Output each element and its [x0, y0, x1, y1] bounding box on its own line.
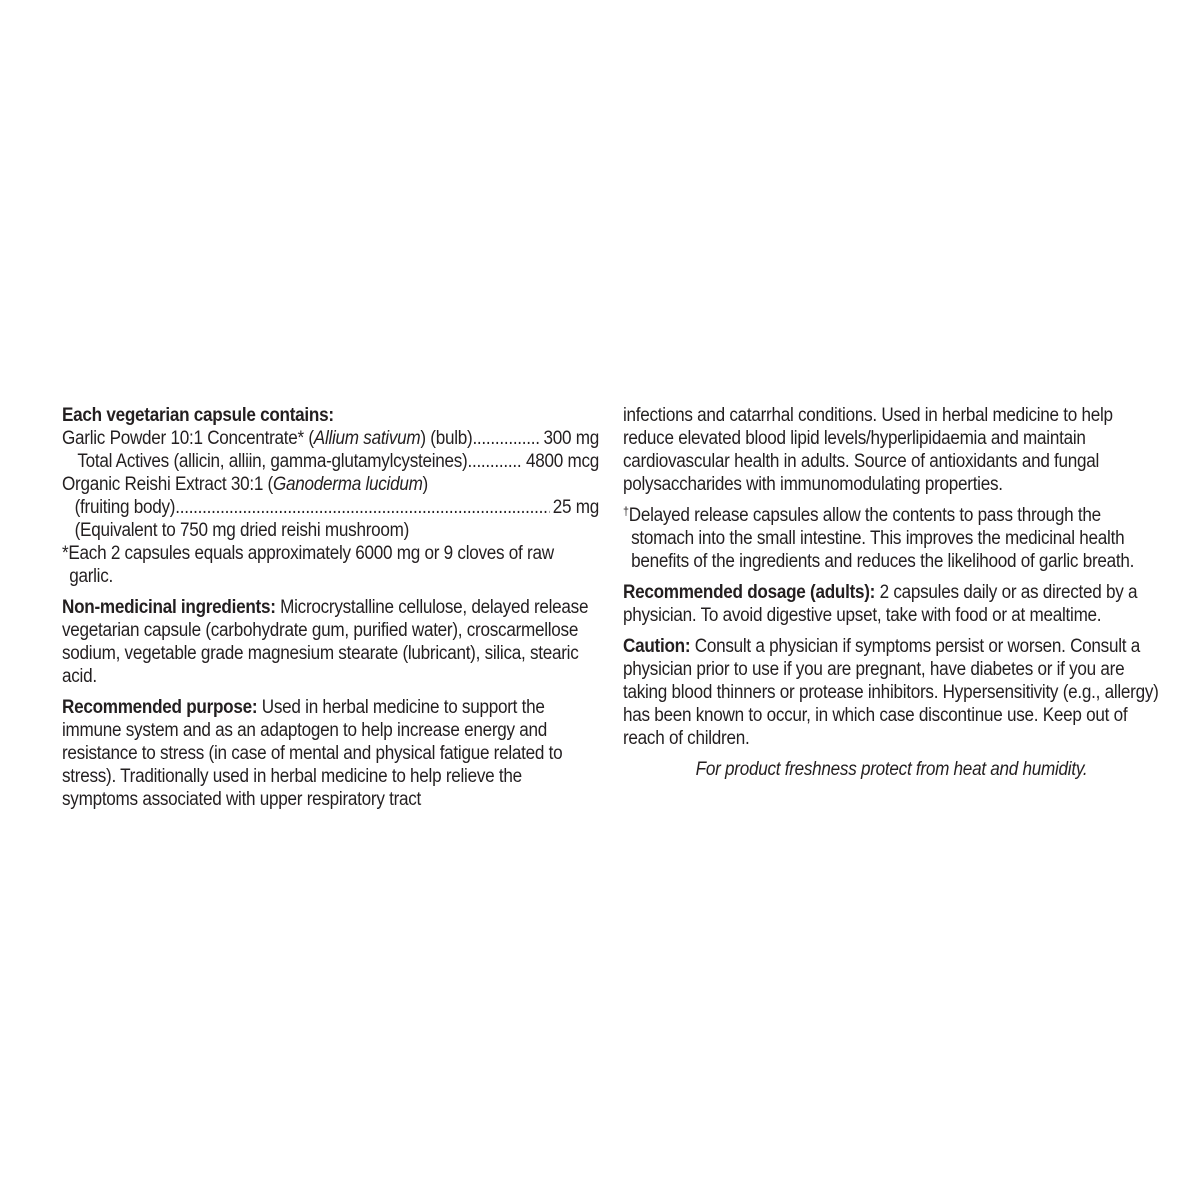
ingredient-name [62, 427, 472, 450]
ingredient-equivalent-note: (Equivalent to 750 mg dried reishi mushroom) [74, 520, 410, 541]
recommended-purpose-label: Recommended purpose: [62, 697, 258, 718]
left-column [62, 404, 599, 811]
supplement-facts-heading: Each vegetarian capsule contains: [62, 405, 334, 426]
ingredient-row-reishi [62, 473, 599, 496]
ingredient-amount: 25 mg [552, 497, 599, 518]
dagger-symbol: † [623, 504, 629, 518]
delayed-release-footnote-text: Delayed release capsules allow the contents to pass through the stomach into the small intestine. This improves the medicinal health benefits of the ingredients and reduces the likelihood of garlic breath. [628, 505, 1135, 572]
dot-leader [175, 496, 549, 519]
caution-paragraph [623, 635, 1160, 750]
ingredient-name-text: Total Actives (allicin, alliin, gamma-glutamylcysteines) [77, 451, 468, 472]
dot-leader [467, 450, 522, 473]
recommended-purpose-paragraph [62, 696, 599, 811]
supplement-label-text-block [62, 404, 1160, 811]
ingredient-amount: 4800 mcg [525, 451, 599, 472]
dot-leader [472, 427, 539, 450]
ingredient-row-total-actives [62, 450, 599, 473]
ingredient-name-text: Organic Reishi Extract 30:1 ( [62, 474, 274, 495]
ingredient-latin-name: Ganoderma lucidum [273, 474, 423, 495]
garlic-footnote: *Each 2 capsules equals approximately 6000 mg or 9 cloves of raw garlic. [62, 543, 554, 587]
ingredient-row-garlic [62, 427, 599, 450]
ingredient-name-text: ) (bulb) [420, 428, 473, 449]
ingredient-name-text: ) [422, 474, 428, 495]
ingredient-row-fruiting-body [62, 496, 599, 519]
ingredient-name-text: Garlic Powder 10:1 Concentrate* ( [62, 428, 314, 449]
caution-label: Caution: [623, 636, 691, 657]
ingredient-amount: 300 mg [543, 428, 599, 449]
recommended-dosage-text: 2 capsules daily or as directed by a physician. To avoid digestive upset, take with food or at mealtime. [623, 582, 1138, 626]
right-column [623, 404, 1160, 811]
non-medicinal-ingredients-label: Non-medicinal ingredients: [62, 597, 276, 618]
recommended-dosage-label: Recommended dosage (adults): [623, 582, 876, 603]
non-medicinal-ingredients-paragraph [62, 596, 599, 688]
freshness-note: For product freshness protect from heat and humidity. [695, 759, 1088, 780]
recommended-purpose-continued-paragraph: infections and catarrhal conditions. Used in herbal medicine to help reduce elevated blood lipid levels/hyperlipidaemia and maintain cardiovascular health in adults. Source of antioxidants and fungal polysaccharides with immunomodulating properties. [623, 405, 1113, 495]
ingredient-name [62, 473, 428, 496]
ingredient-name-text: (fruiting body) [74, 497, 176, 518]
recommended-purpose-text: Used in herbal medicine to support the immune system and as an adaptogen to help increase energy and resistance to stress (in case of mental and physical fatigue related to stress). Traditionally used in herbal medicine to help relieve the symptoms associated with upper respiratory tract [62, 697, 563, 810]
non-medicinal-ingredients-text: Microcrystalline cellulose, delayed release vegetarian capsule (carbohydrate gum, purified water), croscarmellose sodium, vegetable grade magnesium stearate (lubricant), silica, stearic acid. [62, 597, 589, 687]
ingredient-latin-name: Allium sativum [313, 428, 421, 449]
delayed-release-footnote [623, 504, 1160, 573]
recommended-dosage-paragraph [623, 581, 1160, 627]
caution-text: Consult a physician if symptoms persist or worsen. Consult a physician prior to use if you are pregnant, have diabetes or if you are taking blood thinners or protease inhibitors. Hypersensitivity (e.g., allergy) has been known to occur, in which case discontinue use. Keep out of reach of children. [623, 636, 1159, 749]
